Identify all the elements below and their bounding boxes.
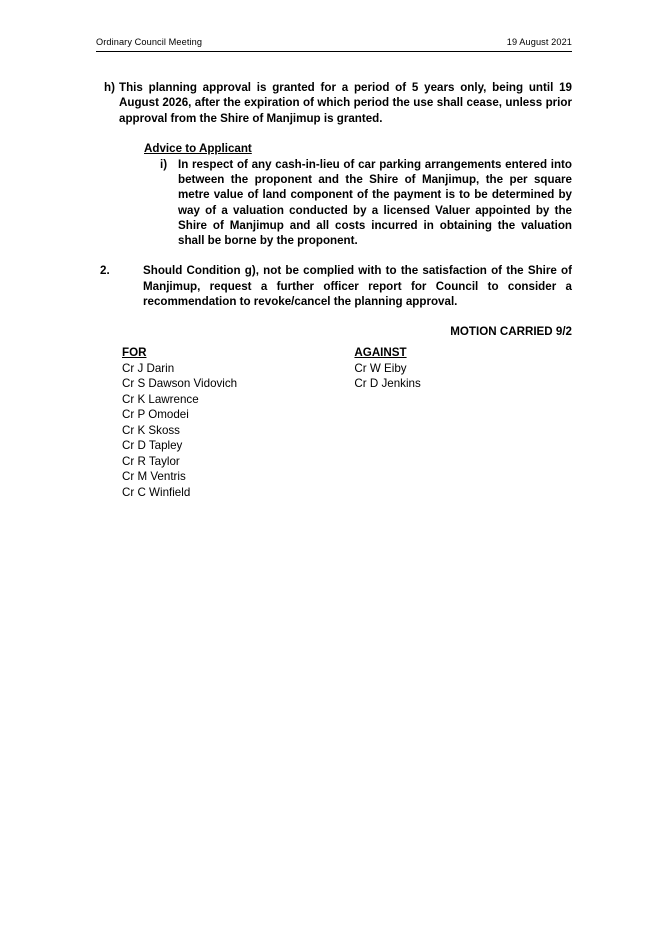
condition-item-h-marker: h) bbox=[104, 81, 115, 94]
vote-against-name: Cr W Eiby bbox=[354, 361, 407, 375]
vote-for-heading: FOR bbox=[122, 346, 147, 360]
resolution-item-2-text: Should Condition g), not be complied with to the satisfaction of the Shire of Manjimup, request a further officer report for Council to consider a recommendation to revoke/cancel the planning approval. bbox=[143, 264, 572, 308]
vote-for-name: Cr D Tapley bbox=[122, 439, 183, 453]
vote-for-name: Cr J Darin bbox=[122, 361, 175, 375]
advice-to-applicant-heading: Advice to Applicant bbox=[144, 141, 252, 155]
vote-record bbox=[96, 345, 572, 500]
vote-for-name: Cr K Lawrence bbox=[122, 392, 199, 406]
vote-for-name: Cr P Omodei bbox=[122, 408, 189, 422]
condition-item-h bbox=[96, 80, 572, 126]
advice-heading-wrapper bbox=[96, 126, 572, 157]
vote-for-name: Cr M Ventris bbox=[122, 470, 186, 484]
vote-for-name: Cr K Skoss bbox=[122, 423, 180, 437]
vote-column-against bbox=[354, 345, 572, 500]
page-header bbox=[96, 36, 572, 48]
vote-for-name: Cr R Taylor bbox=[122, 454, 180, 468]
advice-item-i-marker: i) bbox=[160, 157, 168, 171]
header-meeting-title: Ordinary Council Meeting bbox=[96, 37, 203, 47]
vote-against-heading: AGAINST bbox=[354, 346, 407, 360]
header-date: 19 August 2021 bbox=[506, 37, 572, 47]
document-content bbox=[96, 80, 572, 500]
resolution-item-2 bbox=[96, 263, 572, 309]
vote-column-for bbox=[122, 345, 354, 500]
header-divider bbox=[96, 51, 572, 52]
condition-item-h-text: This planning approval is granted for a period of 5 years only, being until 19 August 2026, after the expiration of which period the use shall cease, unless prior approval from the Shire of Manjimup is granted. bbox=[119, 81, 572, 125]
vote-for-name: Cr S Dawson Vidovich bbox=[122, 377, 238, 391]
vote-against-name: Cr D Jenkins bbox=[354, 377, 421, 391]
resolution-item-2-marker: 2. bbox=[100, 264, 110, 278]
motion-result: MOTION CARRIED 9/2 bbox=[450, 324, 572, 338]
vote-for-name: Cr C Winfield bbox=[122, 485, 191, 499]
advice-item-i-text: In respect of any cash-in-lieu of car parking arrangements entered into between the proponent and the Shire of Manjimup, the per square metre value of land component of the payment is to be determined by way of a valuation conducted by a licensed Valuer appointed by the Shire of Manjimup and all costs incurred in obtaining the valuation shall be borne by the proponent. bbox=[178, 157, 572, 248]
advice-item-i bbox=[96, 157, 572, 249]
